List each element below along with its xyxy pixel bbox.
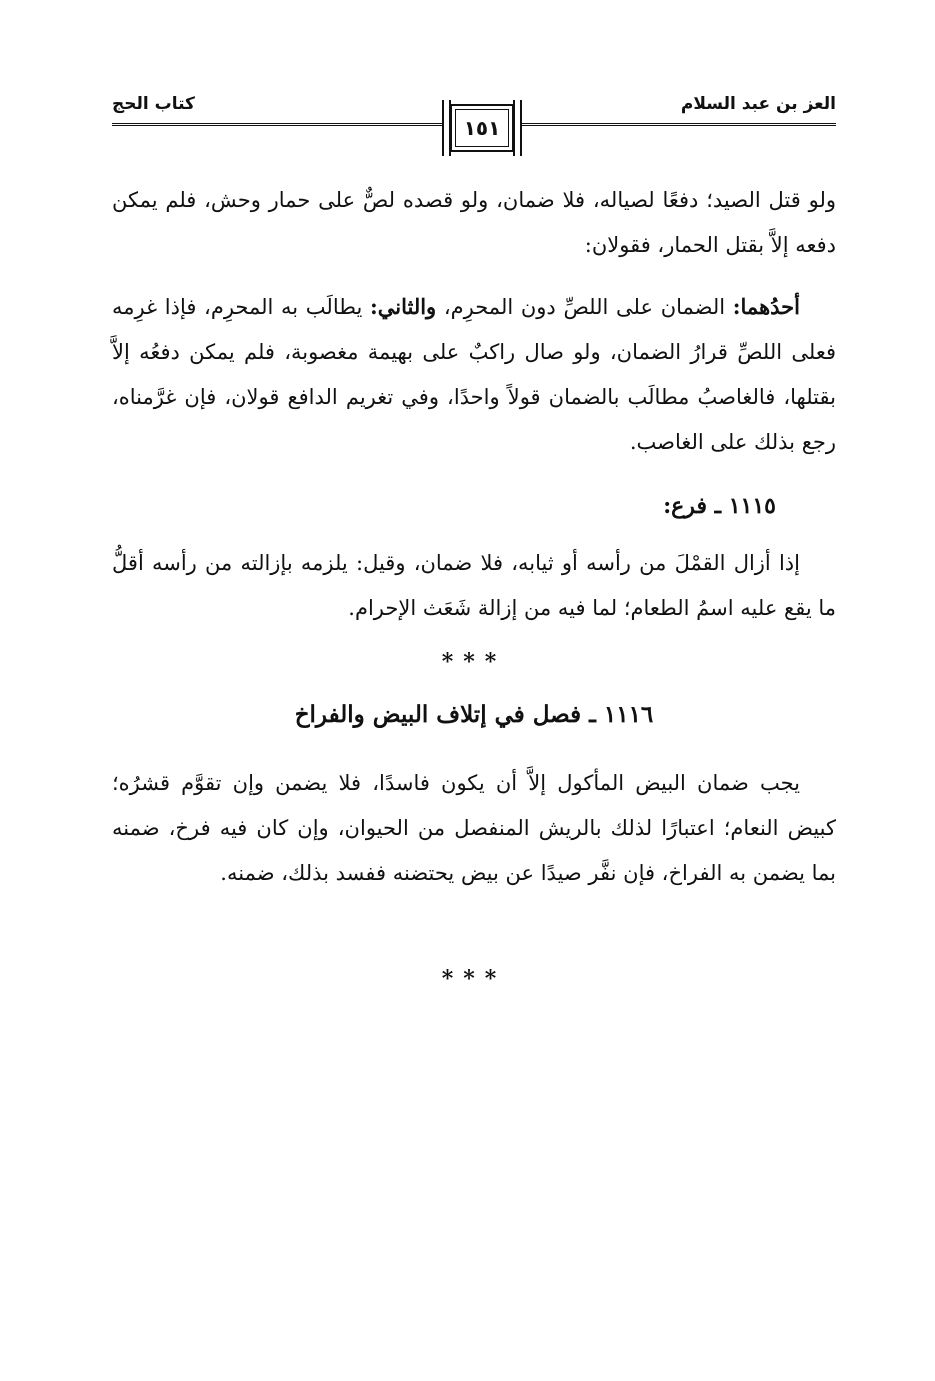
end-divider-stars: *** (441, 966, 507, 992)
second-opinion-label: والثاني: (369, 294, 437, 319)
page-number: ١٥١ (463, 116, 501, 140)
section-title: ١١١٦ ـ فصل في إتلاف البيض والفراخ (294, 701, 654, 728)
paragraph-2 (112, 284, 836, 465)
page-number-frame (442, 100, 522, 156)
header-author: العز بن عبد السلام (680, 94, 836, 114)
page-header (112, 88, 836, 168)
paragraph-3: إذا أزال القمْلَ من رأسه أو ثيابه، فلا ضمان، وقيل: يلزمه بإزالته من رأسه أقلُّ ما يقع عليه اسمُ الطعام؛ لما فيه من إزالة شَعَث الإحرام. (112, 551, 836, 620)
paragraph-1: ولو قتل الصيد؛ دفعًا لصياله، فلا ضمان، ولو قصده لصٌّ على حمار وحش، فلم يمكن دفعه إلاَّ بقتل الحمار، فقولان: (112, 188, 836, 257)
second-opinion-text: يطالَب به المحرِم، فإذا غرِمه فعلى اللصِّ قرارُ الضمان، ولو صال راكبٌ على بهيمة مغصوبة، فلم يمكن دفعُه إلاَّ بقتلها، فالغاصبُ مطالَب بالضمان قولاً واحدًا، وفي تغريم الدافع قولان، فإن غرَّمناه، رجع بذلك على الغاصب. (112, 295, 836, 454)
section-divider-stars: *** (441, 649, 507, 675)
page-content (112, 178, 836, 992)
first-opinion-label: أحدُهما: (732, 294, 800, 319)
header-book-title: كتاب الحج (112, 94, 195, 114)
first-opinion-text: الضمان على اللصِّ دون المحرِم، (436, 295, 733, 319)
paragraph-4: يجب ضمان البيض المأكول إلاَّ أن يكون فاسدًا، فلا يضمن وإن تقوَّم قشرُه؛ كبيض النعام؛ اعتبارًا لذلك بالريش المنفصل من الحيوان، وإن كان فيه فرخ، ضمنه بما يضمن به الفراخ، فإن نفَّر صيدًا عن بيض يحتضنه ففسد بذلك، ضمنه. (112, 771, 836, 885)
branch-heading: ١١١٥ ـ فرع: (663, 493, 776, 519)
